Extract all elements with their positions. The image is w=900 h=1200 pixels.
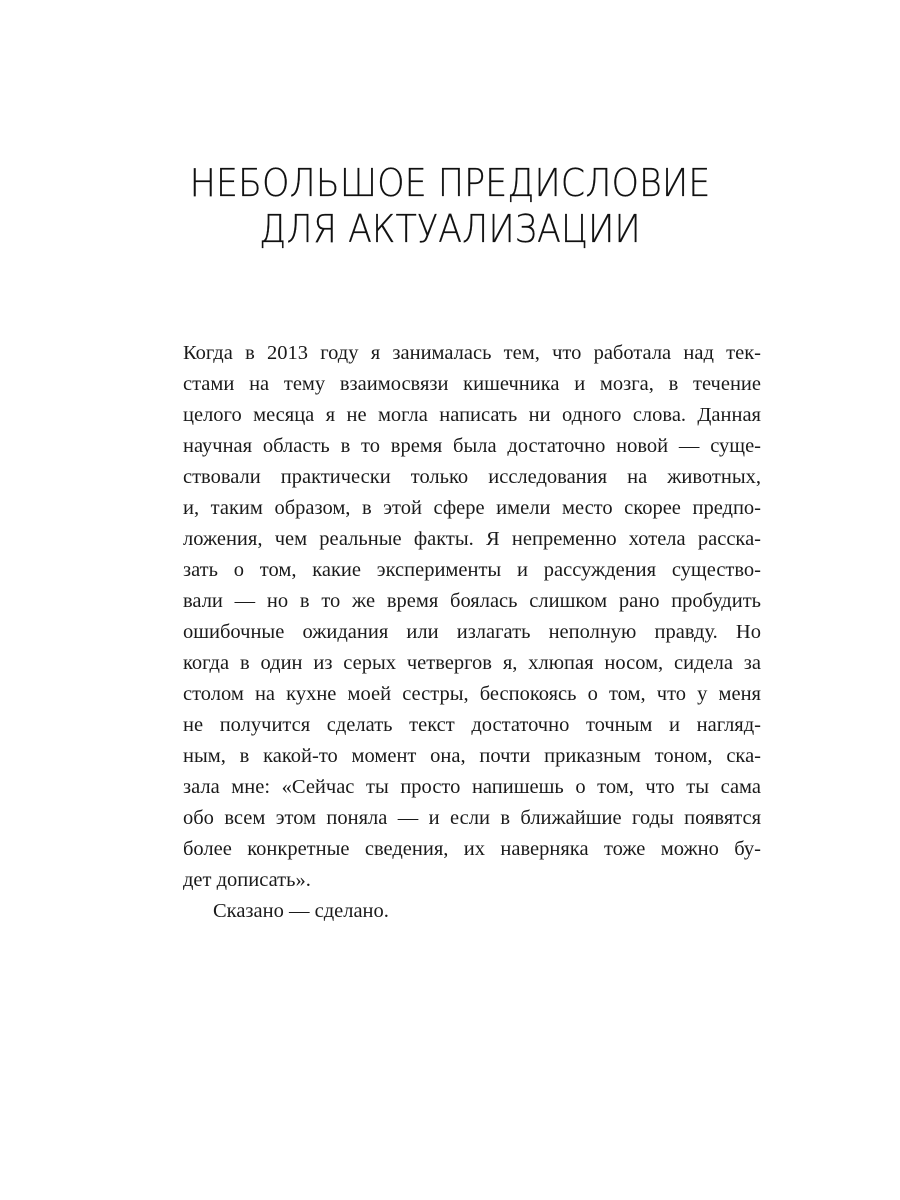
paragraph-2: Сказано — сделано. xyxy=(213,900,389,922)
text-line: стами на тему взаимосвязи кишечника и мозга, в течение xyxy=(183,373,761,395)
text-line: не получится сделать текст достаточно точным и нагляд- xyxy=(183,714,761,736)
text-line: столом на кухне моей сестры, беспокоясь о том, что у меня xyxy=(183,683,761,705)
text-line: научная область в то время была достаточно новой — суще- xyxy=(183,435,761,457)
text-line: когда в один из серых четвергов я, хлюпая носом, сидела за xyxy=(183,652,761,674)
text-line: вали — но в то же время боялась слишком рано пробудить xyxy=(183,590,761,612)
text-line: целого месяца я не могла написать ни одного слова. Данная xyxy=(183,404,761,426)
text-line: более конкретные сведения, их наверняка тоже можно бу- xyxy=(183,838,761,860)
chapter-title-line-1: НЕБОЛЬШОЕ ПРЕДИСЛОВИЕ xyxy=(189,161,711,205)
text-line: ным, в какой-то момент она, почти приказным тоном, ска- xyxy=(183,745,761,767)
body-text xyxy=(183,338,761,927)
chapter-title-line-2: ДЛЯ АКТУАЛИЗАЦИИ xyxy=(259,207,641,251)
text-line: зала мне: «Сейчас ты просто напишешь о том, что ты сама xyxy=(183,776,761,798)
text-line: обо всем этом поняла — и если в ближайшие годы появятся xyxy=(183,807,761,829)
text-line: дет дописать». xyxy=(183,869,311,891)
text-line: ошибочные ожидания или излагать неполную правду. Но xyxy=(183,621,761,643)
chapter-title xyxy=(36,160,864,252)
text-line: ложения, чем реальные факты. Я непременно хотела расска- xyxy=(183,528,761,550)
text-line: Когда в 2013 году я занималась тем, что работала над тек- xyxy=(183,342,761,364)
text-line: ствовали практически только исследования на животных, xyxy=(183,466,761,488)
paragraph-1 xyxy=(183,338,761,896)
text-line: зать о том, какие эксперименты и рассуждения существо- xyxy=(183,559,761,581)
text-line: и, таким образом, в этой сфере имели место скорее предпо- xyxy=(183,497,761,519)
